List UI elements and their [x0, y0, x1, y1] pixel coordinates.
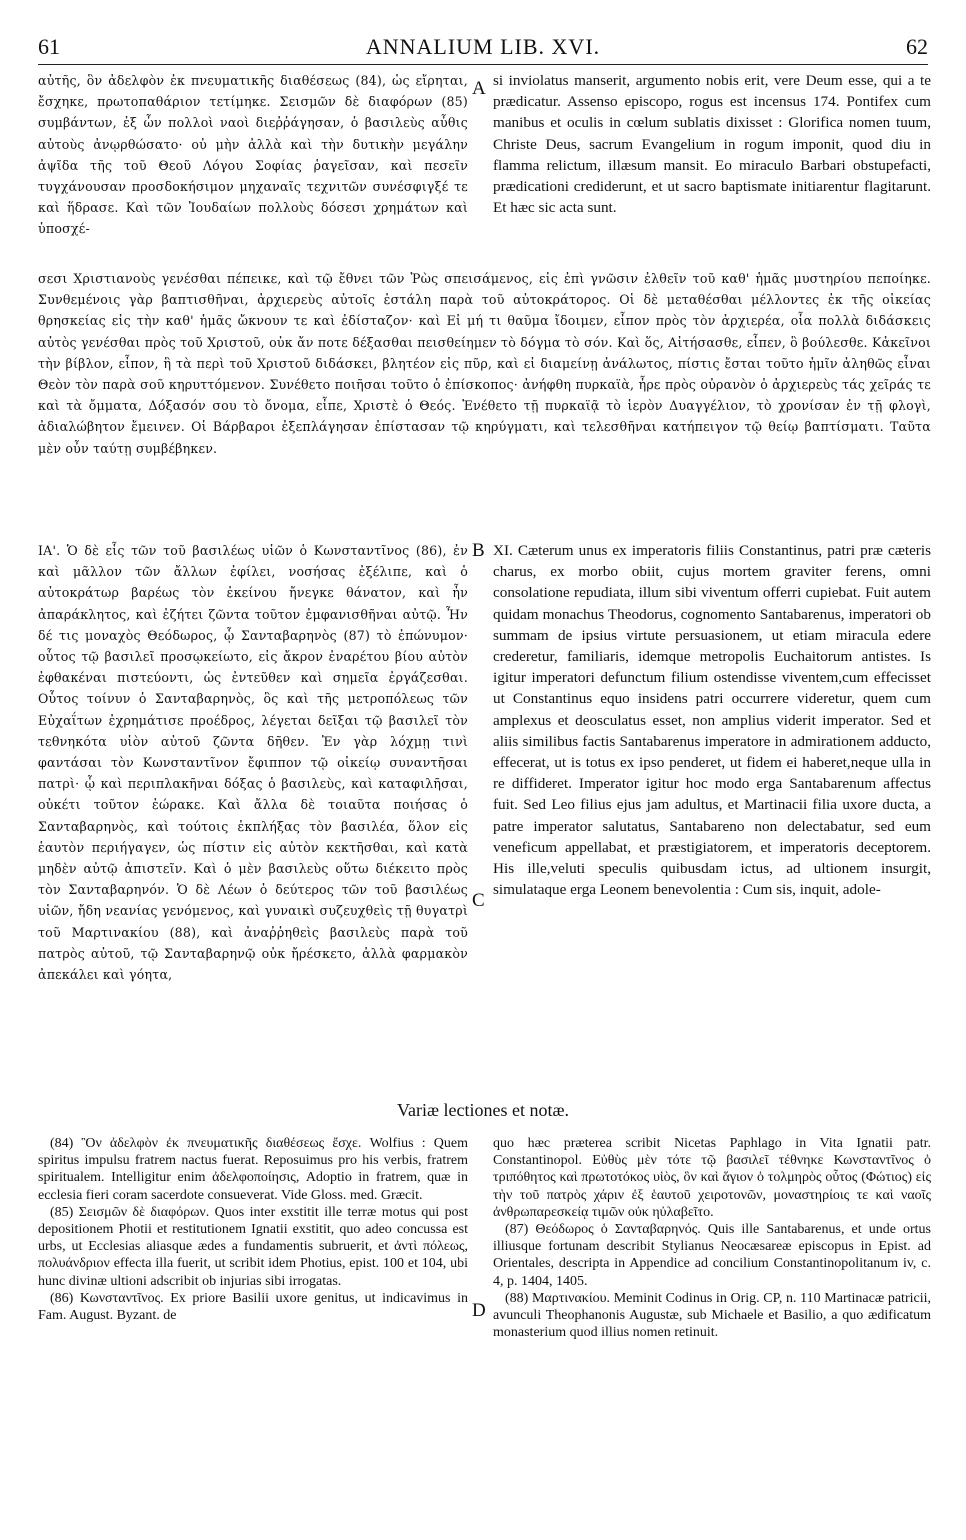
latin-text-top: si inviolatus manserit, argumento nobis erit, vere Deum esse, qui a te prædicatur. Assenso episcopo, rogus est incensus 174. Pontifex cum manibus et oculis in cœlum sublatis dixisset : Glorifica nomen tuum, Christe Deus, sacrum Evangelium in rogum imponit, quod diu in flamma relictum, illæsum mansit. Eo miraculo Barbari obstupefacti, prædicationi crediderunt, et ut sacro baptismate initiarentur flagitarunt. Et hæc sic acta sunt. — [493, 72, 931, 217]
greek-text-full: σεσι Χριστιανοὺς γενέσθαι πέπεικε, καὶ τῷ ἔθνει τῶν Ῥὼς σπεισάμενος, εἰς ἐπὶ γνῶσιν ἐλθεῖν τοῦ καθ' ἡμᾶς μυστηρίου πεποίηκε. Συνθεμένοις γὰρ βαπτισθῆναι, ἀρχιερεὺς αὐτοῖς ἐστάλη παρὰ τοῦ αὐτοκράτορος. Οἱ δὲ μεταθέσθαι μέλλοντες ἐκ τῆς οἰκείας θρησκείας εἰς τὴν καθ' ἡμᾶς ὤκνουν τε καὶ ἐδίσταζον· καὶ Εἰ μή τι θαῦμα ἴδοιμεν, εἶπον πρὸς τὸν ἀρχιερέα, οἷα πολλὰ διδάσκεις αὐτὸς γενέσθαι πρὸς τοῦ Χριστοῦ, οὐκ ἄν ποτε δέξασθαι πεισθείημεν τὸ δόγμα τὸ σόν. Καὶ ὅς, Αἰτήσασθε, εἶπεν, ὃ βούλεσθε. Κἀκεῖνοι τὴν βίβλον, εἶπον, ἣ τὰ περὶ τοῦ Χριστοῦ διδάσκει, βλητέον εἰς πῦρ, καὶ εἰ διαμείνῃ ἀνάλωτος, πίστις ἔσται τοῦτο ἡμῖν ἀληθῶς εἶναι Θεὸν τὸν παρὰ σοῦ κηρυττόμενον. Συνέθετο ποιῆσαι τοῦτο ὁ ἐπίσκοπος· ἀνήφθη πυρκαϊὰ, ἦρε πρὸς οὐρανὸν ὁ ἀρχιερεὺς τάς χεῖράς τε καὶ τὰ ὄμματα, Δόξασόν σου τὸ ὄνομα, εἶπε, Χριστὲ ὁ Θεός. Ἐνέθετο τῇ πυρκαϊᾷ τὸ ἱερὸν Δυαγγέλιον, τὸ χρονίσαν ἐν τῇ φλογὶ, ἀδιαλώβητον ἔμεινεν. Οἱ Βάρβαροι ἐξεπλάγησαν ἐπίστασαν τῷ κηρύγματι, καὶ τελεσθῆναι κατήπειγον τῷ θείῳ βαπτίσματι. Ταῦτα μὲν οὖν ταύτῃ συμβέβηκεν. — [38, 271, 931, 456]
page-header — [38, 34, 928, 60]
greek-text-lower: ΙΑ'. Ὁ δὲ εἷς τῶν τοῦ βασιλέως υἱῶν ὁ Κωνσταντῖνος (86), ἐν καὶ μᾶλλον τῶν ἄλλων ἐφίλει, νοσήσας ἐξέλιπε, καὶ ὁ αὐτοκράτωρ βαρέως τὸν ἐκείνου ἤνεγκε θάνατον, καὶ ἦν ἀπαράκλητος, καὶ ἐζήτει ζῶντα τοῦτον ἐμφανισθῆναι αὐτῷ. Ἦν δέ τις μοναχὸς Θεόδωρος, ᾧ Σανταβαρηνὸς (87) τὸ ἐπώνυμον· οὗτος τῷ βασιλεῖ προσῳκείωτο, εἰς ἄκρον ἐναρέτου βίου αὐτὸν ἐφθακέναι πιστεύοντι, ὡς ἐντεῦθεν καὶ σημεῖα ἐργάζεσθαι. Οὗτος τοίνυν ὁ Σανταβαρηνὸς, ὃς καὶ τῆς μετροπόλεως τῶν Εὐχαΐτων ἐχρημάτισε προέδρος, λέγεται δεῖξαι τῷ βασιλεῖ τὸν τεθνηκότα υἱὸν αὐτοῦ ζῶντα δῆθεν. Ἐν γὰρ λόχμῃ τινὶ φαντάσαι τὸν Κωνσταντῖνον ἔφιππον τῷ οἰκείῳ συναντῆσαι πατρὶ· ᾧ καὶ περιπλακῆναι δόξας ὁ βασιλεὺς, καὶ καταφιλῆσαι, οὐκέτι τοῦτον ἑώρακε. Καὶ ἄλλα δὲ τοιαῦτα ποιήσας ὁ Σανταβαρηνὸς, καὶ τούτοις ἐκπλήξας τὸν βασιλέα, ὅλον εἰς ἑαυτὸν περιήγαγεν, ὡς πίστιν εἰς αὐτὸν κεκτῆσθαι, καὶ κατὰ μηδὲν αὐτῷ ἀπιστεῖν. Καὶ ὁ μὲν βασιλεὺς οὕτω διέκειτο πρὸς τὸν Σανταβαρηνόν. Ὁ δὲ Λέων ὁ δεύτερος τῶν τοῦ βασιλέως υἱῶν, ἤδη νεανίας γενόμενος, καὶ γυναικὶ συζευχθεὶς τῇ θυγατρὶ τοῦ Μαρτινακίου (88), καὶ ἀναῤῥηθεὶς βασιλεὺς παρὰ τοῦ πατρὸς αὐτοῦ, τῷ Σανταβαρηνῷ οὐκ ἤρέσκετο, ἀλλὰ φαρμακὸν ἀπεκάλει καὶ γόητα, — [38, 543, 468, 983]
page-number-right: 62 — [906, 34, 928, 59]
latin-text-lower: XI. Cæterum unus ex imperatoris filiis Constantinus, patri præ cæteris charus, ex morbo obiit, cujus mortem graviter ferens, omni consolatione repudiata, illum sibi viventum offerri cupiebat. Fuit autem quidam monachus Theodorus, cognomento Santabarenus, imperatori ob summam de ipsius virtute persuasionem, ut etiam miracula edere crederetur, familiaris, idemque metropolis Euchaitorum antistes. Is igitur imperatori defunctum filium ostendisse viventem,cum effecisset ut Constantinus equo insidens patri occurrere videretur, quem cum amplexus et deosculatus esset, non amplius viderit imperator. Sed et aliis similibus factis Santabarenus imperatore in admirationem adducto, effecerat, ut is totus ex ipso penderet, ut fidem ei haberet,neque ulla in re diffideret. Imperator igitur hoc modo erga Santabarenum affectus fuit. Sed Leo filius ejus jam adultus, et Martinacii filia uxore ducta, a patre imperator salutatus, Santabareno non delectabatur, sed eum veneficum appellabat, et præstigiatorem, et imperatoris deceptorem. His ille,veluti speculis quibusdam ictus, ad ultionem insurgit, simulataque erga Leonem benevolentia : Cum sis, inquit, adole- — [493, 542, 931, 899]
greek-column-top — [38, 70, 468, 240]
greek-full-width — [38, 268, 931, 459]
notes-left-column — [38, 1135, 468, 1324]
note-87: (87) Θεόδωρος ὁ Σανταβαρηνός. Quis ille Santabarenus, et unde ortus illiusque fortunam describit Stylianus Neocæsareæ episcopus in Epist. ad Orientales, descripta in Appendice ad concilium Constantinopolitanum iv, c. 4, p. 1404, 1405. — [493, 1222, 931, 1289]
latin-column-top — [493, 70, 931, 218]
margin-marker-c: C — [472, 890, 485, 911]
greek-column-lower — [38, 540, 468, 985]
note-86-continued: quo hæc præterea scribit Nicetas Paphlago in Vita Ignatii patr. Constantinopol. Εὐθὺς μὲν τότε τῷ βασιλεῖ τέθνηκε Κωνσταντῖνος ὁ τριπόθητος καὶ πρωτοτόκος υἱὸς, ὃν καὶ ἅγιον ὁ τολμηρὸς οὗτος (Φώτιος) εἰς τὴν τοῦ πατρὸς χάριν ἐξ ἑαυτοῦ χειροτονῶν, μοναστηρίοις τε καὶ ναοῖς ἀνθρωπαρεσκείᾳ τιμῶν οὐκ ηὐλαβεῖτο. — [493, 1136, 931, 1220]
note-86: (86) Κωνσταντῖνος. Ex priore Basilii uxore genitus, ut indicavimus in Fam. August. Byzant. de — [38, 1290, 468, 1324]
running-title: ANNALIUM LIB. XVI. — [365, 34, 601, 59]
notes-right-column — [493, 1135, 931, 1341]
margin-marker-a: A — [472, 78, 486, 99]
note-88: (88) Μαρτινακίου. Meminit Codinus in Orig. CP, n. 110 Martinacæ patricii, avunculi Theophanonis Augustæ, sub Michaele et Basilio, a quo ædificatum monasterium quod illius nomen retinuit. — [493, 1290, 931, 1341]
page-number-left: 61 — [38, 34, 60, 59]
margin-marker-d: D — [472, 1300, 486, 1321]
greek-text-top: αὐτῆς, ὃν ἀδελφὸν ἐκ πνευματικῆς διαθέσεως (84), ὡς εἴρηται, ἔσχηκε, πρωτοπαθάριον τετίμηκε. Σεισμῶν δὲ διαφόρων (85) συμβάντων, ἐξ ὧν πολλοὶ ναοὶ διεῤῥάγησαν, ὁ βασιλεὺς αὖθις αὐτοὺς ἀνῳρθώσατο· οὐ μὴν ἀλλὰ καὶ τὴν δυτικὴν μεγάλην ἀψῖδα τῆς τοῦ Θεοῦ Λόγου Σοφίας ῥαγεῖσαν, καὶ πεσεῖν τυγχάνουσαν προσδοκήσιμον μηχαναῖς τεχνιτῶν συνέσφιγξέ τε καὶ ἥδρασε. Καὶ τῶν Ἰουδαίων πολλοὺς δόσεσι χρημάτων καὶ ὑποσχέ- — [38, 73, 468, 237]
note-85: (85) Σεισμῶν δὲ διαφόρων. Quos inter exstitit ille terræ motus qui post depositionem Photii et restitutionem Ignatii exstitit, quo adeo concussa est urbs, ut Ecclesias aliasque ædes a fundamentis subruerit, et ἀντὶ πόλεως, πολυάνδριον effecta illa fuerit, ut scribit idem Photius, epist. 100 et 104, ubi hunc divinæ ultioni adscribit ob injurias sibi irrogatas. — [38, 1204, 468, 1289]
margin-marker-b: B — [472, 540, 485, 561]
note-84: (84) Ὃν ἀδελφὸν ἐκ πνευματικῆς διαθέσεως ἔσχε. Wolfius : Quem spiritus impulsu fratrem nactus fuerat. Reposuimus pro his verbis, fratrem spiritualem. Intelligitur enim ἀδελφοποίησις, Adoptio in fratrem, quæ in ecclesia fieri coram sacerdote consueverat. Vide Gloss. med. Græcit. — [38, 1136, 468, 1203]
notes-heading: Variæ lectiones et notæ. — [397, 1100, 569, 1120]
header-rule — [38, 64, 928, 65]
latin-column-lower — [493, 540, 931, 900]
